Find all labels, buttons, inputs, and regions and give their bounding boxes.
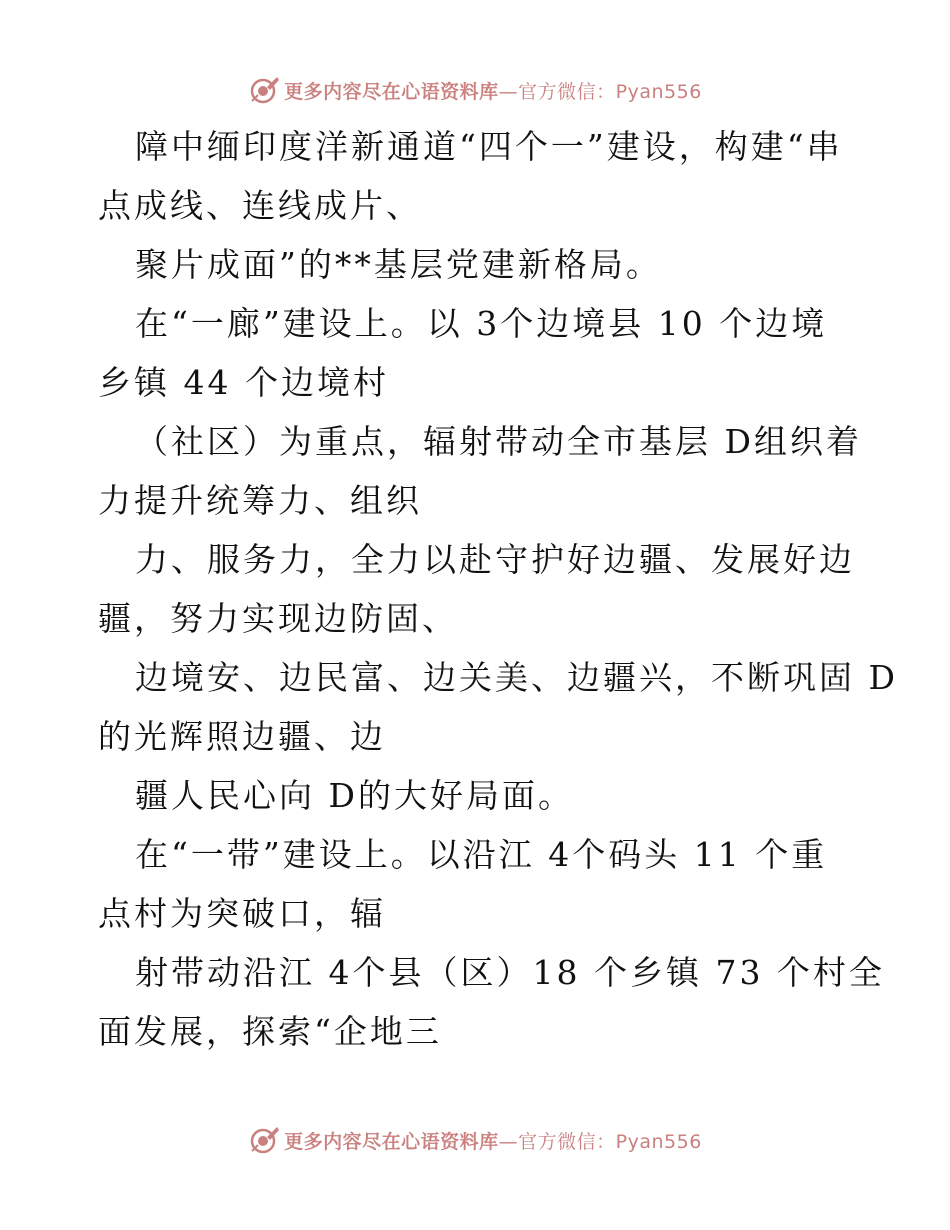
header-banner-content [248,74,702,106]
document-body [98,117,898,1061]
text-line: 疆人民心向 D的大好局面。 [135,776,574,815]
footer-banner [0,1120,950,1160]
text-line: 点村为突破口，辐 [98,894,386,933]
header-banner-text [284,77,702,104]
text-line: 点成线、连线成片、 [98,186,422,225]
text-line: 射带动沿江 4个县（区）18 个乡镇 73 个村全 [135,953,885,992]
footer-banner-rest: —官方微信：Pyan556 [498,1130,702,1153]
text-line: 聚片成面”的**基层党建新格局。 [135,245,662,284]
text-line: 的光辉照边疆、边 [98,717,386,756]
text-line: 在“一带”建设上。以沿江 4个码头 11 个重 [135,835,828,874]
logo-icon [248,74,280,106]
logo-icon [248,1124,280,1156]
header-banner-rest: —官方微信：Pyan556 [498,80,702,103]
text-line: 边境安、边民富、边关美、边疆兴，不断巩固 D [135,658,898,697]
text-line: 疆，努力实现边防固、 [98,599,458,638]
text-line: 力提升统筹力、组织 [98,481,422,520]
text-line: 面发展，探索“企地三 [98,1012,442,1051]
footer-banner-main: 更多内容尽在心语资料库 [284,1130,499,1153]
footer-banner-content [248,1124,702,1156]
footer-banner-text [284,1127,702,1154]
text-line: 乡镇 44 个边境村 [98,363,389,402]
text-line: 在“一廊”建设上。以 3个边境县 10 个边境 [135,304,828,343]
text-line: （社区）为重点，辐射带动全市基层 D组织着 [135,422,862,461]
text-line: 障中缅印度洋新通道“四个一”建设，构建“串 [135,127,843,166]
text-line: 力、服务力，全力以赴守护好边疆、发展好边 [135,540,855,579]
header-banner [0,70,950,110]
header-banner-main: 更多内容尽在心语资料库 [284,80,499,103]
